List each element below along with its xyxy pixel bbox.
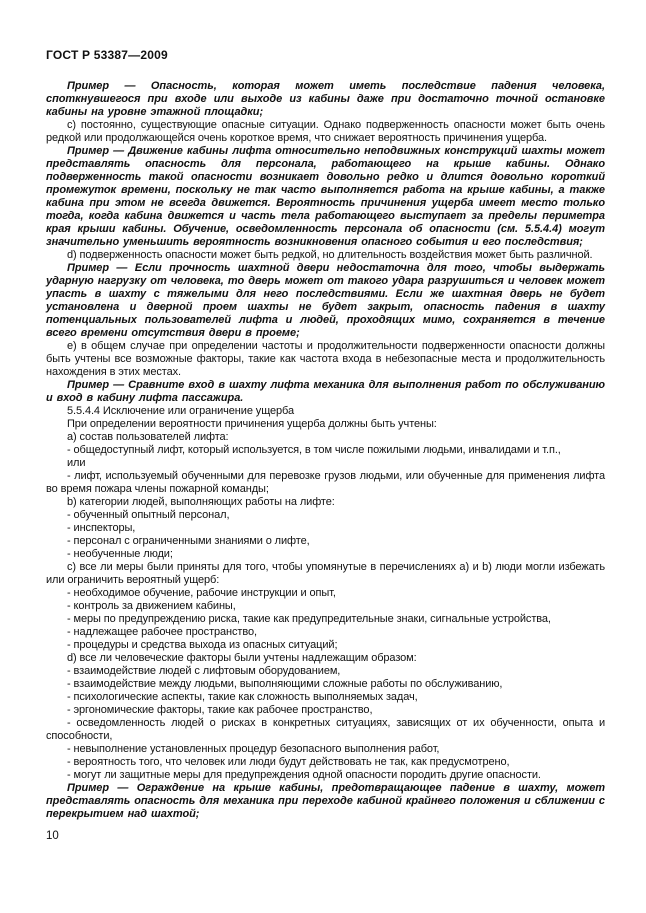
list-item: - взаимодействие людей с лифтовым оборудованием,	[67, 665, 341, 677]
list-item: - взаимодействие между людьми, выполняющими сложные работы по обслуживанию,	[67, 678, 503, 690]
standard-number: ГОСТ Р 53387—2009	[46, 48, 168, 62]
example-paragraph: Пример — Ограждение на крыше кабины, предотвращающее падение в шахту, может представлять опасность для механика при переходе кабиной крайнего положения и сближении с перекрытием над шахтой;	[46, 782, 605, 820]
list-item: - надлежащее рабочее пространство,	[67, 626, 257, 638]
list-item: - вероятность того, что человек или люди будут действовать не так, как предусмотрено,	[67, 756, 510, 768]
document-body	[46, 80, 605, 821]
list-item: - психологические аспекты, такие как сложность выполняемых задач,	[67, 691, 418, 703]
list-item: - осведомленность людей о рисках в конкретных ситуациях, зависящих от их обученности, опыта и способности,	[46, 717, 605, 742]
example-paragraph: Пример — Движение кабины лифта относительно неподвижных конструкций шахты может представлять опасность для персонала, работающего на крыше кабины. Однако подверженность такой опасности возникает довольно редко и длится довольно короткий промежуток времени, поскольку не так часто выполняется работа на крыше кабины, а также кабина при этом не всегда движется. Вероятность причинения ущерба имеет место только тогда, когда кабина движется и часть тела работающего выступает за пределы периметра края крыши кабины. Обучение, осведомленность персонала об опасности (см. 5.5.4.4) могут значительно уменьшить вероятность возникновения опасного события и его последствия;	[46, 145, 605, 248]
list-item: - обученный опытный персонал,	[67, 509, 230, 521]
list-item: d) все ли человеческие факторы были учтены надлежащим образом:	[67, 652, 417, 664]
list-item: d) подверженность опасности может быть редкой, но длительность воздействия может быть различной.	[67, 249, 593, 261]
paragraph: При определении вероятности причинения ущерба должны быть учтены:	[67, 418, 437, 430]
example-paragraph: Пример — Сравните вход в шахту лифта механика для выполнения работ по обслуживанию и вход в кабину лифта пассажира.	[46, 379, 605, 404]
list-item: b) категории людей, выполняющих работы на лифте:	[67, 496, 335, 508]
example-paragraph: Пример — Опасность, которая может иметь последствие падения человека, споткнувшегося при входе или выходе из кабины даже при достаточно точной остановке кабины на уровне этажной площадки;	[46, 80, 605, 118]
list-item: - общедоступный лифт, который используется, в том числе пожилыми людьми, инвалидами и т.п.,	[67, 444, 561, 456]
list-item: - контроль за движением кабины,	[67, 600, 236, 612]
example-paragraph: Пример — Если прочность шахтной двери недостаточна для того, чтобы выдержать ударную нагрузку от человека, то дверь может от такого удара разрушиться и человек может упасть в шахту с тяжелыми для него последствиями. Если же шахтная дверь не будет установлена и дверной проем шахты не будет закрыт, опасность падения в шахту потенциальных пользователей лифта и людей, проходящих мимо, сохраняется в течение всего времени отсутствия двери в проеме;	[46, 262, 605, 339]
list-item: - лифт, используемый обученными для перевозке грузов людьми, или обученные для применения лифта во время пожара члены пожарной команды;	[46, 470, 605, 495]
list-item: - эргономические факторы, такие как рабочее пространство,	[67, 704, 373, 716]
list-item: - инспекторы,	[67, 522, 136, 534]
section-heading: 5.5.4.4 Исключение или ограничение ущерба	[67, 405, 295, 417]
list-item: a) состав пользователей лифта:	[67, 431, 229, 443]
list-item: c) постоянно, существующие опасные ситуации. Однако подверженность опасности может быть очень редкой или продолжающейся очень короткое время, что снижает вероятность причинения ущерба.	[46, 119, 605, 144]
list-item: - невыполнение установленных процедур безопасного выполнения работ,	[67, 743, 440, 755]
list-item: - персонал с ограниченными знаниями о лифте,	[67, 535, 310, 547]
list-item: - меры по предупреждению риска, такие как предупредительные знаки, сигнальные устройства,	[67, 613, 551, 625]
list-item: - необученные люди;	[67, 548, 173, 560]
list-item: e) в общем случае при определении частоты и продолжительности подверженности опасности должны быть учтены все возможные факторы, такие как частота входа в небезопасные места и продолжительность нахождения в этих местах.	[46, 340, 605, 378]
list-item: или	[67, 457, 86, 469]
list-item: - могут ли защитные меры для предупреждения одной опасности породить другие опасности.	[67, 769, 541, 781]
list-item: - необходимое обучение, рабочие инструкции и опыт,	[67, 587, 336, 599]
list-item: c) все ли меры были приняты для того, чтобы упомянутые в перечислениях a) и b) люди могли избежать или ограничить вероятный ущерб:	[46, 561, 605, 586]
list-item: - процедуры и средства выхода из опасных ситуаций;	[67, 639, 338, 651]
page-number: 10	[46, 830, 59, 842]
